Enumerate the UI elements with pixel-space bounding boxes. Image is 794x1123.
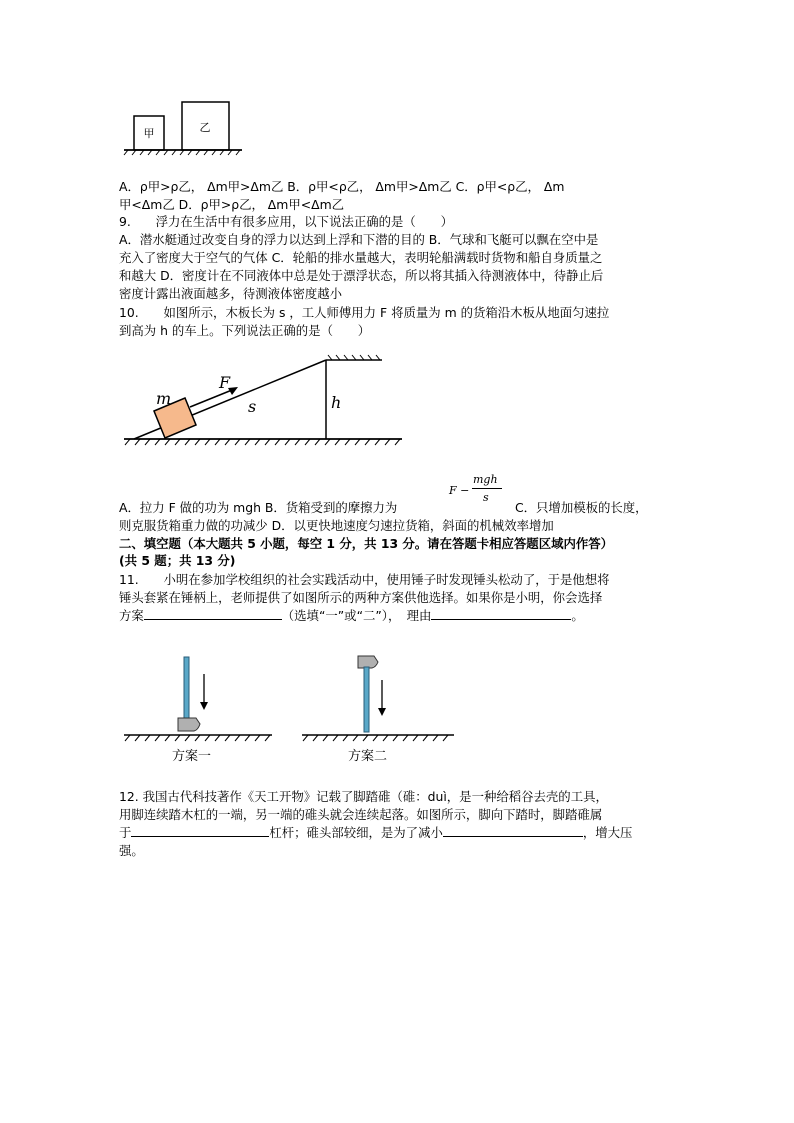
q12-line3-c: ，增大压 xyxy=(582,825,633,840)
q11-line3-a: 方案 xyxy=(119,608,144,623)
q12-line1: 12. 我国古代科技著作《天工开物》记载了脚踏碓（碓：duì，是一种给稻谷去壳的工具， xyxy=(119,789,608,804)
q10-options-line1c: C．只增加模板的长度， xyxy=(515,500,648,515)
formula-numerator: mgh xyxy=(473,473,498,486)
q12-line3-a: 于 xyxy=(119,825,132,840)
formula-lhs: F − xyxy=(449,484,470,497)
plan1-ground-hatch xyxy=(125,735,270,741)
q12-line4: 强。 xyxy=(119,843,144,858)
q11-answer-blank-1[interactable] xyxy=(144,607,282,620)
q9-options-line2: 充入了密度大于空气的气体 C．轮船的排水量越大，表明轮船满载时货物和船自身质量之 xyxy=(119,250,603,265)
plan2-hammer-head xyxy=(358,656,378,668)
q12-line3-b: 杠杆；碓头部较细，是为了减小 xyxy=(269,825,443,840)
plan2-arrow-head xyxy=(378,708,386,716)
q11-line3 xyxy=(119,607,584,624)
block-yi-label: 乙 xyxy=(199,121,211,134)
q10-options-line2: 则克服货箱重力做的功减少 D．以更快地速度匀速拉货箱，斜面的机械效率增加 xyxy=(119,518,554,533)
formula-fraction-bar xyxy=(472,488,502,489)
incline-figure xyxy=(120,352,405,450)
section2-sub: (共 5 题；共 13 分) xyxy=(119,553,236,568)
plan2-handle xyxy=(364,667,369,732)
q11-line3-c: 。 xyxy=(571,608,584,623)
plan1-caption: 方案一 xyxy=(172,749,212,764)
blocks-figure xyxy=(120,98,246,156)
q8-options-line2: 甲<Δm乙 D．ρ甲>ρ乙， Δm甲<Δm乙 xyxy=(119,197,345,212)
q11-line1: 11. 小明在参加学校组织的社会实践活动中，使用锤子时发现锤头松动了，于是他想将 xyxy=(119,572,610,587)
q12-line2: 用脚连续踏木杠的一端，另一端的碓头就会连续起落。如图所示，脚向下踏时，脚踏碓属 xyxy=(119,807,603,822)
label-m: m xyxy=(156,389,172,408)
q12-answer-blank-2[interactable] xyxy=(443,824,583,837)
plan2-caption: 方案二 xyxy=(348,749,388,764)
q9-options-line3: 和越大 D．密度计在不同液体中总是处于漂浮状态，所以将其插入待测液体中，待静止后 xyxy=(119,268,604,283)
plan1-hammer-head xyxy=(178,718,200,731)
section2-heading: 二、填空题（本大题共 5 小题，每空 1 分，共 13 分。请在答题卡相应答题区域内作答） xyxy=(119,536,614,551)
q8-options-line1: A．ρ甲>ρ乙， Δm甲>Δm乙 B．ρ甲<ρ乙， Δm甲>Δm乙 C．ρ甲<ρ乙， Δm xyxy=(119,179,565,194)
label-h: h xyxy=(331,393,342,412)
friction-formula xyxy=(449,473,509,509)
plan2-ground-hatch xyxy=(303,735,448,741)
q9-options-line4: 密度计露出液面越多，待测液体密度越小 xyxy=(119,286,343,301)
q11-line2: 锤头套紧在锤柄上，老师提供了如图所示的两种方案供他选择。如果你是小明，你会选择 xyxy=(119,590,603,605)
formula-denominator: s xyxy=(483,491,489,504)
label-F: F xyxy=(219,373,231,392)
q10-stem-line2: 到高为 h 的车上。下列说法正确的是（ ） xyxy=(119,323,371,338)
plan1-arrow-head xyxy=(200,702,208,710)
label-s: s xyxy=(248,397,257,416)
hammer-figure xyxy=(120,652,460,770)
q9-stem: 9. 浮力在生活中有很多应用，以下说法正确的是（ ） xyxy=(119,214,453,229)
q11-answer-blank-2[interactable] xyxy=(431,607,571,620)
q10-stem-line1: 10. 如图所示，木板长为 s ，工人师傅用力 F 将质量为 m 的货箱沿木板从地面匀速拉 xyxy=(119,305,610,320)
force-arrow xyxy=(190,390,232,407)
plan1-handle xyxy=(184,657,189,719)
q11-line3-b: （选填“一”或“二”）， 理由 xyxy=(281,608,432,623)
q10-options-line1a: A．拉力 F 做的功为 mgh B．货箱受到的摩擦力为 xyxy=(119,500,398,515)
q9-options-line1: A．潜水艇通过改变自身的浮力以达到上浮和下潜的目的 B．气球和飞艇可以飘在空中是 xyxy=(119,232,599,247)
block-jia-label: 甲 xyxy=(143,127,155,140)
q12-answer-blank-1[interactable] xyxy=(131,824,269,837)
q12-line3 xyxy=(119,824,632,841)
